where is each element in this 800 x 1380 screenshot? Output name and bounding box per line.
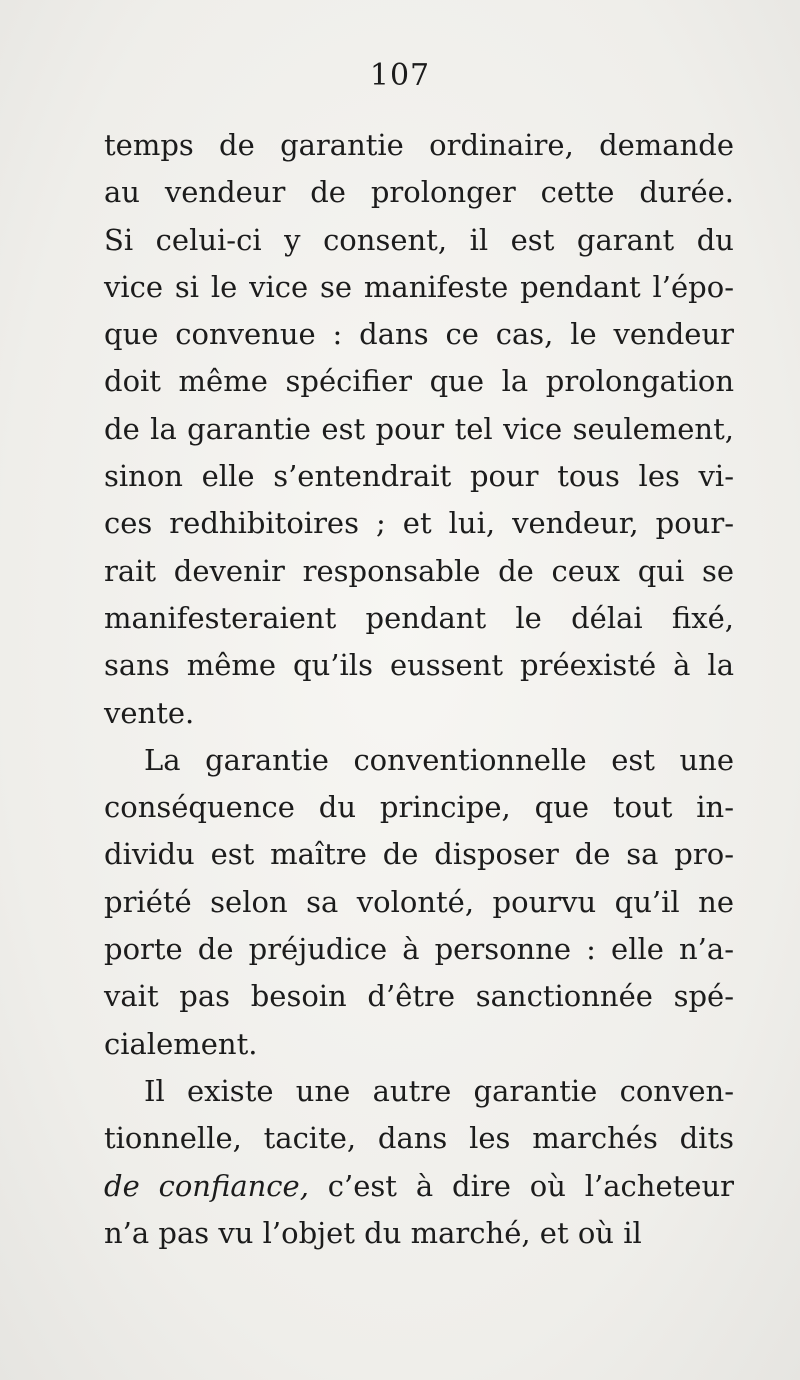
text-line: temps de garantie ordinaire, demande xyxy=(104,128,734,162)
text-line: manifesteraient pendant le délai fixé, xyxy=(104,600,734,635)
text-line: vait pas besoin d’être sanctionnée spé- xyxy=(104,979,734,1014)
text-line: au vendeur de prolonger cette durée. xyxy=(104,175,734,210)
text-line: porte de préjudice à personne : elle n’a- xyxy=(104,932,734,967)
paragraph xyxy=(104,122,734,737)
page-number: 107 xyxy=(369,58,431,93)
text-line: Si celui-ci y consent, il est garant du xyxy=(104,222,734,257)
text-line: Il existe une autre garantie conven- xyxy=(144,1073,734,1108)
text-line: La garantie conventionnelle est une xyxy=(144,742,734,777)
paragraph xyxy=(104,1068,734,1257)
text-line: sans même qu’ils eussent préexisté à la xyxy=(104,648,734,683)
text-line: que convenue : dans ce cas, le vendeur xyxy=(104,317,734,352)
body-text xyxy=(104,122,734,1257)
text-line: dividu est maître de disposer de sa pro- xyxy=(104,837,734,872)
text-line: vente. xyxy=(104,695,195,730)
text-line: doit même spécifier que la prolongation xyxy=(104,364,734,399)
text-line: ces redhibitoires ; et lui, vendeur, pour- xyxy=(104,506,734,541)
line-rest: c’est à dire où l’acheteur xyxy=(308,1168,734,1203)
text-line: sinon elle s’entendrait pour tous les vi- xyxy=(104,459,734,494)
text-line: vice si le vice se manifeste pendant l’épo- xyxy=(104,269,734,304)
text-line: n’a pas vu l’objet du marché, et où il xyxy=(104,1215,642,1250)
text-line: de la garantie est pour tel vice seulement, xyxy=(104,411,734,446)
paragraph xyxy=(104,737,734,1068)
text-line xyxy=(104,1163,734,1210)
text-line: tionnelle, tacite, dans les marchés dits xyxy=(104,1121,734,1156)
text-line: cialement. xyxy=(104,1026,258,1061)
text-line: priété selon sa volonté, pourvu qu’il ne xyxy=(104,884,734,919)
text-line: conséquence du principe, que tout in- xyxy=(104,790,734,825)
text-line: rait devenir responsable de ceux qui se xyxy=(104,553,734,588)
italic-phrase: de confiance, xyxy=(104,1168,309,1203)
